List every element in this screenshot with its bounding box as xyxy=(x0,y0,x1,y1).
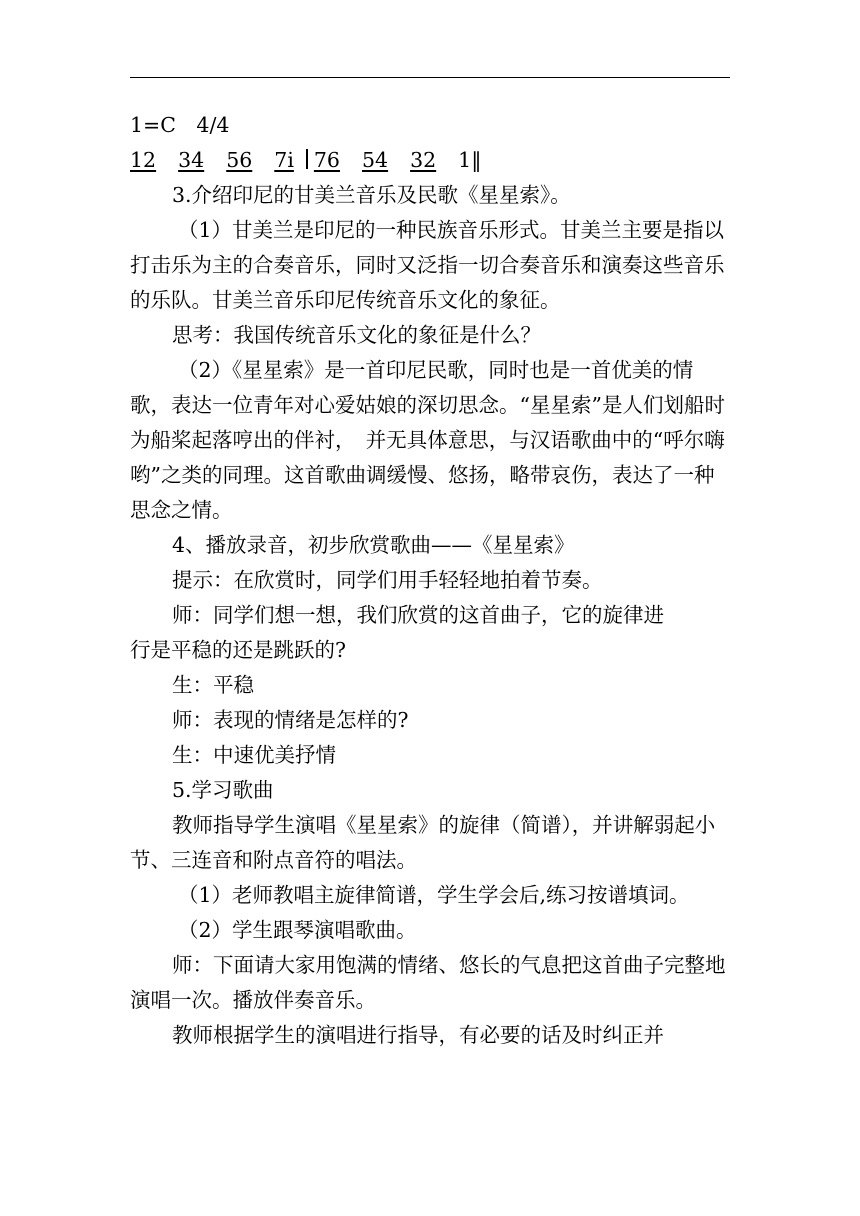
paragraph: 师：表现的情绪是怎样的? xyxy=(172,708,409,732)
notation-group: 12 xyxy=(130,148,157,172)
document-body xyxy=(130,108,730,1053)
paragraph-continuation: 行是平稳的还是跳跃的? xyxy=(130,638,346,662)
paragraph: 思考：我国传统音乐文化的象征是什么？ xyxy=(172,323,541,347)
section-heading: 3.介绍印尼的甘美兰音乐及民歌《星星索》。 xyxy=(172,183,571,207)
notation-group: 34 xyxy=(178,148,205,172)
notation-group: 54 xyxy=(361,148,389,172)
notation-group: 76 xyxy=(313,148,340,172)
paragraph: 提示：在欣赏时，同学们用手轻轻地拍着节奏。 xyxy=(172,568,603,592)
paragraph: 生：中速优美抒情 xyxy=(172,743,336,767)
paragraph: 教师指导学生演唱《星星索》的旋律（简谱），并讲解弱起小节、三连音和附点音符的唱法。 xyxy=(130,813,716,872)
header-rule xyxy=(130,77,730,78)
paragraph: 教师根据学生的演唱进行指导，有必要的话及时纠正并 xyxy=(172,1023,664,1047)
paragraph: （2）学生跟琴演唱歌曲。 xyxy=(178,918,417,942)
section-heading: 4、播放录音，初步欣赏歌曲——《星星索》 xyxy=(172,533,575,557)
paragraph: 师：同学们想一想，我们欣赏的这首曲子，它的旋律进 xyxy=(172,603,664,627)
paragraph: 生：平稳 xyxy=(172,673,254,697)
paragraph: （2）《星星索》是一首印尼民歌，同时也是一首优美的情歌，表达一位青年对心爱姑娘的深切思念。“星星索”是人们划船时为船桨起落哼出的伴衬， 并无具体意思，与汉语歌曲中的“呼尔嗨哟”之类的同理。这首歌曲调缓慢、悠扬，略带哀伤，表达了一种思念之情。 xyxy=(130,358,725,522)
notation-group: 56 xyxy=(226,148,253,172)
paragraph: （1）老师教唱主旋律简谱，学生学会后,练习按谱填词。 xyxy=(178,883,690,907)
notation-group: 7i xyxy=(274,148,294,172)
notation-group: 32 xyxy=(410,148,437,172)
section-heading: 5.学习歌曲 xyxy=(172,778,274,802)
bar-line xyxy=(306,149,308,169)
notation-key-signature: 1=C 4/4 xyxy=(130,113,230,137)
paragraph: 师：下面请大家用饱满的情绪、悠长的气息把这首曲子完整地演唱一次。播放伴奏音乐。 xyxy=(130,953,726,1012)
numbered-notation-line xyxy=(130,143,730,178)
notation-ending: 1‖ xyxy=(458,148,482,172)
paragraph: （1）甘美兰是印尼的一种民族音乐形式。甘美兰主要是指以打击乐为主的合奏音乐，同时又泛指一切合奏音乐和演奏这些音乐的乐队。甘美兰音乐印尼传统音乐文化的象征。 xyxy=(130,218,725,312)
